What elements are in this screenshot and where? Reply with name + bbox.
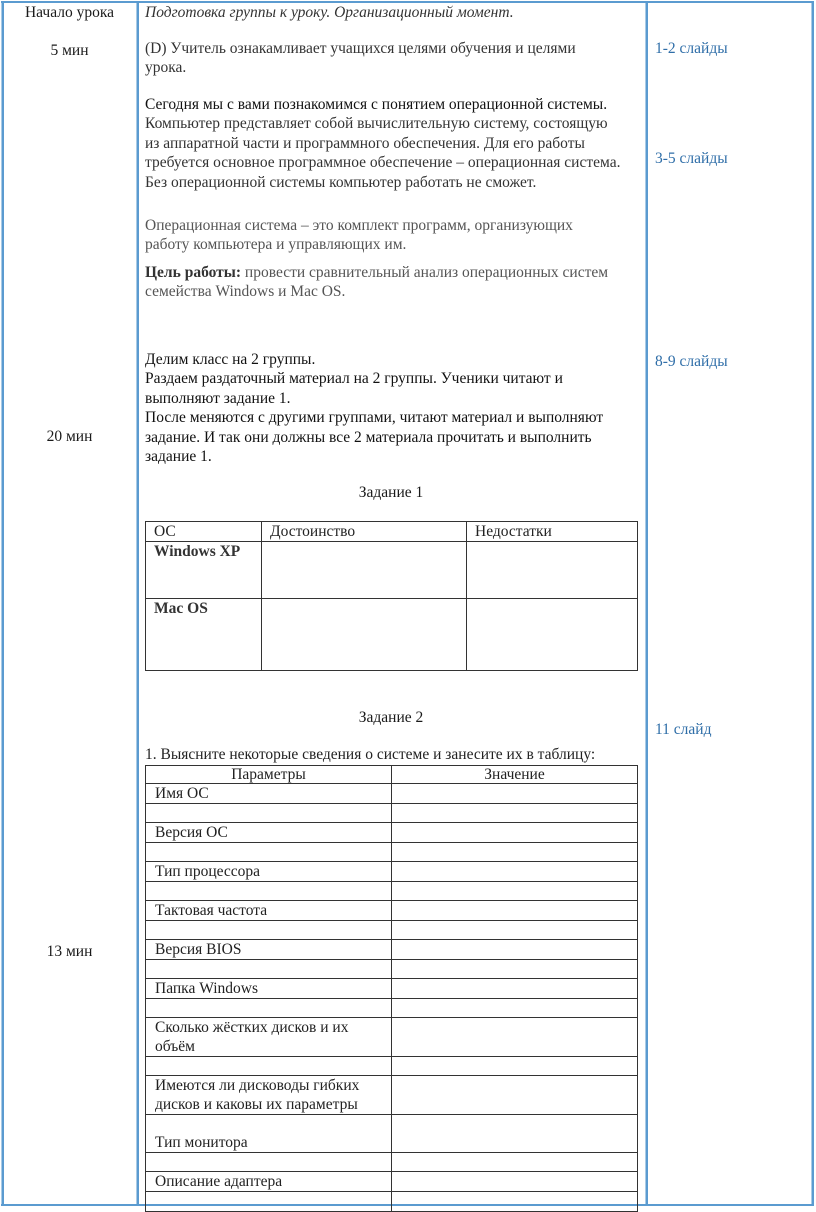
table-row [146, 901, 638, 921]
header-cell: Значение [392, 766, 638, 784]
text-line: Делим класс на 2 группы. [145, 351, 316, 368]
value-cell[interactable] [392, 862, 638, 882]
task2-instruction: 1. Выясните некоторые сведения о системе и занесите их в таблицу: [145, 746, 596, 763]
table-row [146, 862, 638, 882]
blank-cell[interactable] [392, 804, 638, 823]
blank-cell[interactable] [146, 843, 392, 862]
blank-row [146, 882, 638, 901]
advantages-cell[interactable] [262, 542, 467, 599]
blank-row [146, 804, 638, 823]
blank-cell[interactable] [146, 1057, 392, 1076]
table-border-right [811, 1, 814, 1205]
table-row [146, 1115, 638, 1153]
blank-cell[interactable] [392, 921, 638, 940]
blank-row [146, 843, 638, 862]
table-row [146, 1018, 638, 1057]
os-name: Windows XP [146, 542, 262, 599]
text-line: Операционная система – это комплект программ, организующих [145, 217, 573, 234]
text-line: семейства Windows и Mac OS. [145, 283, 346, 301]
header-cell: Достоинство [262, 522, 467, 542]
table-row [146, 1172, 638, 1192]
table-row [146, 784, 638, 804]
value-cell[interactable] [392, 1172, 638, 1192]
blank-row [146, 1057, 638, 1076]
intro-paragraph [145, 95, 620, 192]
task2-title: Задание 2 [358, 709, 424, 726]
blank-cell[interactable] [146, 882, 392, 901]
text-line: выполняют задание 1. [145, 389, 291, 407]
disadvantages-cell[interactable] [467, 542, 638, 599]
table-header-row [146, 522, 638, 542]
table-row [146, 1076, 638, 1115]
slides-label: 8-9 слайды [655, 353, 728, 370]
table-row [146, 542, 638, 599]
text-line: из аппаратной части и программного обеспечения. Для его работы [145, 134, 585, 152]
definition-paragraph [145, 216, 573, 255]
text-line: Без операционной системы компьютер работать не сможет. [145, 173, 537, 191]
parameter-cell: Сколько жёстких дисков и их объём [146, 1018, 392, 1057]
intro-text: Подготовка группы к уроку. Организационный момент. [145, 4, 514, 21]
value-cell[interactable] [392, 1018, 638, 1057]
value-cell[interactable] [392, 979, 638, 999]
disadvantages-cell[interactable] [467, 599, 638, 671]
value-cell[interactable] [392, 1115, 638, 1153]
blank-row [146, 1192, 638, 1212]
value-cell[interactable] [392, 823, 638, 843]
value-cell[interactable] [392, 1076, 638, 1115]
table-header-row [146, 766, 638, 784]
table-row [146, 940, 638, 960]
value-cell[interactable] [392, 940, 638, 960]
blank-cell[interactable] [392, 882, 638, 901]
blank-cell[interactable] [146, 804, 392, 823]
table-row [146, 979, 638, 999]
text-line: урока. [145, 59, 187, 77]
blank-cell[interactable] [392, 999, 638, 1018]
blank-cell[interactable] [392, 1192, 638, 1212]
blank-cell[interactable] [392, 960, 638, 979]
goal-paragraph [145, 39, 576, 78]
slides-label: 1-2 слайды [655, 40, 728, 57]
blank-cell[interactable] [146, 1192, 392, 1212]
header-cell: Параметры [146, 766, 392, 784]
value-cell[interactable] [392, 784, 638, 804]
time-label: 13 мин [46, 943, 93, 960]
parameter-cell: Версия ОС [146, 823, 392, 843]
text-line: Раздаем раздаточный материал на 2 группы. Ученики читают и [145, 370, 563, 388]
slides-label: 11 слайд [655, 721, 712, 738]
text-line: задание 1. [145, 448, 212, 466]
parameter-cell: Имя ОС [146, 784, 392, 804]
blank-cell[interactable] [146, 999, 392, 1018]
table-row [146, 823, 638, 843]
text-line: Компьютер представляет собой вычислительную систему, состоящую [145, 115, 608, 133]
task2-table [145, 765, 638, 1212]
table-row [146, 599, 638, 671]
text-line: работу компьютера и управляющих им. [145, 236, 407, 254]
text-line: провести сравнительный анализ операционных систем [244, 264, 609, 281]
blank-cell[interactable] [146, 960, 392, 979]
blank-cell[interactable] [392, 1057, 638, 1076]
text-line: После меняются с другими группами, читают материал и выполняют [145, 409, 604, 427]
parameter-cell: Имеются ли дисководы гибких дисков и каковы их параметры [146, 1076, 392, 1115]
blank-cell[interactable] [146, 921, 392, 940]
table-border-left [1, 1, 4, 1205]
parameter-cell: Версия BIOS [146, 940, 392, 960]
blank-cell[interactable] [392, 843, 638, 862]
parameter-cell: Тактовая частота [146, 901, 392, 921]
aim-label: Цель работы: [145, 264, 242, 281]
header-cell: ОС [146, 522, 262, 542]
advantages-cell[interactable] [262, 599, 467, 671]
os-name: Mac OS [146, 599, 262, 671]
text-line: Сегодня мы с вами познакомимся с понятием операционной системы. [145, 96, 608, 113]
time-label: 5 мин [50, 42, 89, 59]
parameter-cell: Тип монитора [146, 1115, 392, 1153]
blank-row [146, 960, 638, 979]
blank-row [146, 921, 638, 940]
text-line: (D) Учитель ознакамливает учащихся целями обучения и целями [145, 40, 576, 57]
task1-table [145, 521, 638, 671]
parameter-cell: Описание адаптера [146, 1172, 392, 1192]
lesson-stage: Начало урока [24, 4, 115, 21]
blank-cell[interactable] [392, 1153, 638, 1172]
groups-paragraph [145, 350, 603, 466]
value-cell[interactable] [392, 901, 638, 921]
column-divider [645, 1, 648, 1205]
text-line: задание. И так они должны все 2 материала прочитать и выполнить [145, 428, 592, 446]
time-label: 20 мин [46, 428, 93, 445]
text-line: требуется основное программное обеспечение – операционная система. [145, 154, 621, 172]
aim-paragraph [145, 263, 608, 302]
task1-title: Задание 1 [358, 484, 424, 501]
column-divider [136, 1, 139, 1205]
blank-row [146, 1153, 638, 1172]
parameter-cell: Тип процессора [146, 862, 392, 882]
header-cell: Недостатки [467, 522, 638, 542]
blank-cell[interactable] [146, 1153, 392, 1172]
parameter-cell: Папка Windows [146, 979, 392, 999]
slides-label: 3-5 слайды [655, 150, 728, 167]
blank-row [146, 999, 638, 1018]
